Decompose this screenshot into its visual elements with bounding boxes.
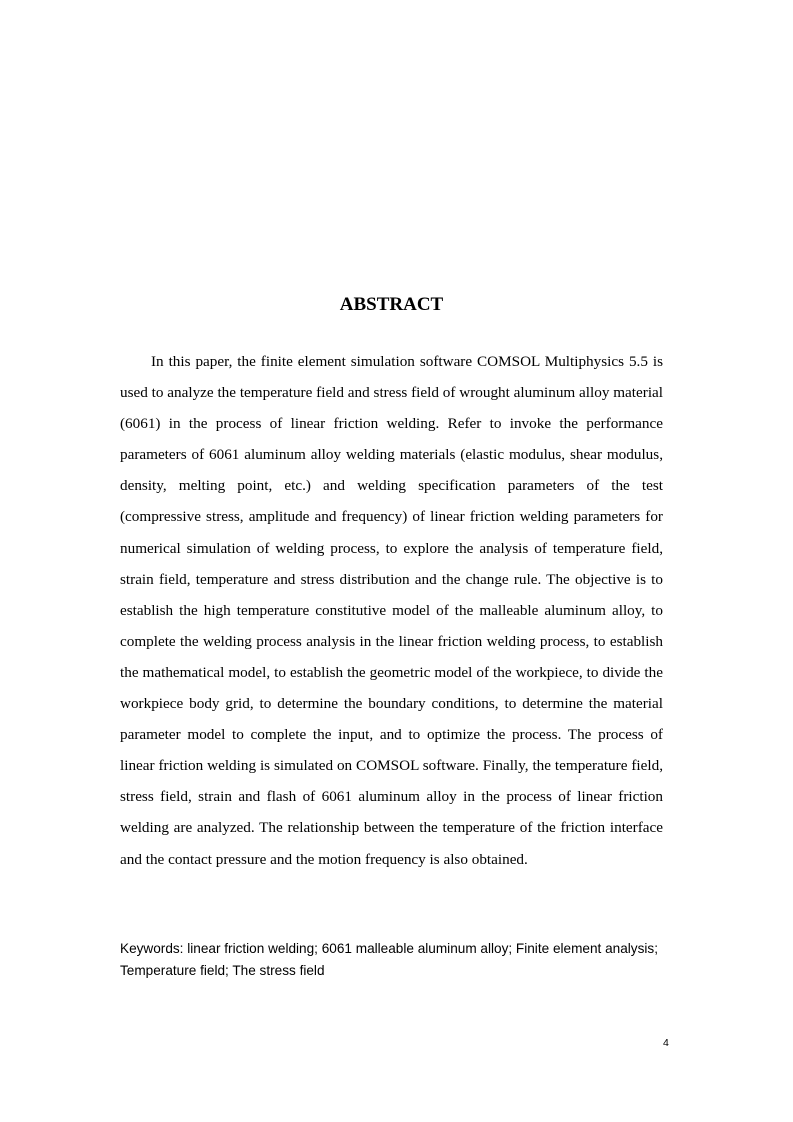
keywords-line: Keywords: linear friction welding; 6061 malleable aluminum alloy; Finite element analysis; Temperature field; The stress field <box>120 941 658 978</box>
abstract-body: In this paper, the finite element simulation software COMSOL Multiphysics 5.5 is used to analyze the temperature field and stress field of wrought aluminum alloy material (6061) in the process of linear friction welding. Refer to invoke the performance parameters of 6061 aluminum alloy welding materials (elastic modulus, shear modulus, density, melting point, etc.) and welding specification parameters of the test (compressive stress, amplitude and frequency) of linear friction welding parameters for numerical simulation of welding process, to explore the analysis of temperature field, strain field, temperature and stress distribution and the change rule. The objective is to establish the high temperature constitutive model of the malleable aluminum alloy, to complete the welding process analysis in the linear friction welding process, to establish the mathematical model, to establish the geometric model of the workpiece, to divide the workpiece body grid, to determine the boundary conditions, to determine the material parameter model to complete the input, and to optimize the process. The process of linear friction welding is simulated on COMSOL software. Finally, the temperature field, stress field, strain and flash of 6061 aluminum alloy in the process of linear friction welding are analyzed. The relationship between the temperature of the friction interface and the contact pressure and the motion frequency is also obtained. <box>120 353 663 868</box>
abstract-title: ABSTRACT <box>339 294 444 315</box>
page-number: 4 <box>663 1037 669 1049</box>
